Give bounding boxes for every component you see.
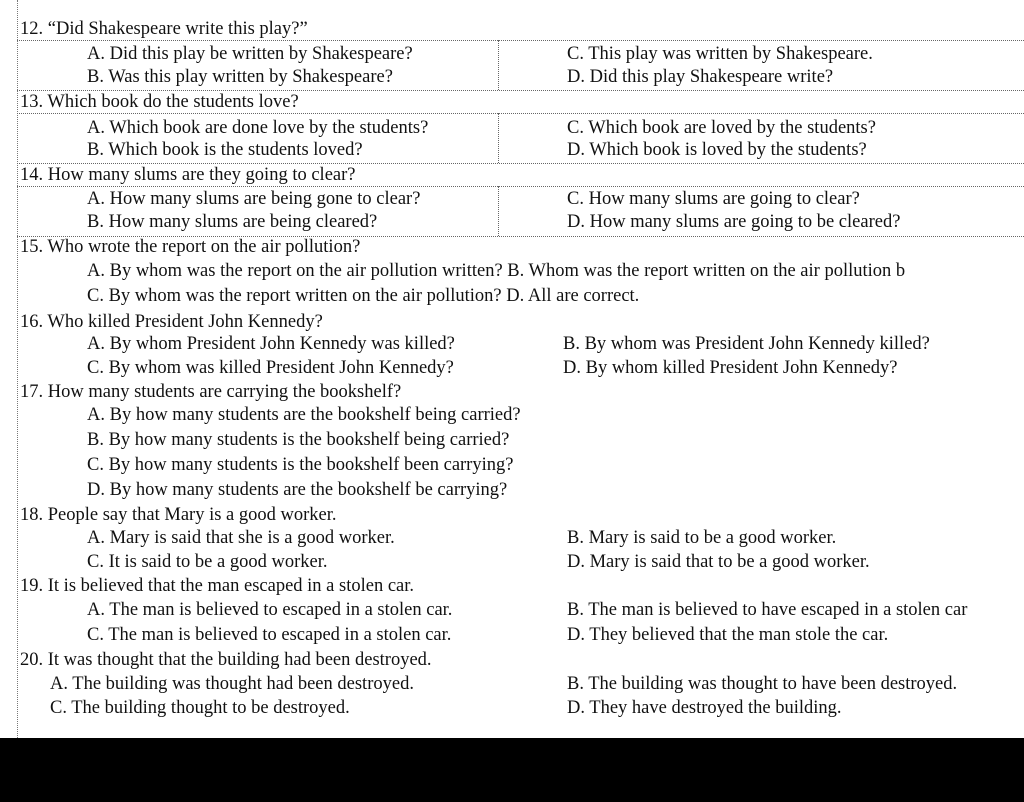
option-13c: C. Which book are loved by the students? xyxy=(567,118,876,138)
left-border xyxy=(17,0,18,738)
option-17c: C. By how many students is the bookshelf been carrying? xyxy=(87,455,514,475)
question-15: 15. Who wrote the report on the air pollution? xyxy=(20,237,361,257)
option-20a: A. The building was thought had been destroyed. xyxy=(50,674,414,694)
option-17b: B. By how many students is the bookshelf being carried? xyxy=(87,430,510,450)
option-18c: C. It is said to be a good worker. xyxy=(87,552,328,572)
question-14: 14. How many slums are they going to clear? xyxy=(20,165,356,185)
question-16: 16. Who killed President John Kennedy? xyxy=(20,312,323,332)
option-16a: A. By whom President John Kennedy was killed? xyxy=(87,334,455,354)
question-12: 12. “Did Shakespeare write this play?” xyxy=(20,19,308,39)
question-13: 13. Which book do the students love? xyxy=(20,92,299,112)
option-12c: C. This play was written by Shakespeare. xyxy=(567,44,873,64)
option-14c: C. How many slums are going to clear? xyxy=(567,189,860,209)
question-17: 17. How many students are carrying the bookshelf? xyxy=(20,382,402,402)
column-divider xyxy=(498,186,499,236)
option-16b: B. By whom was President John Kennedy killed? xyxy=(563,334,930,354)
option-12b: B. Was this play written by Shakespeare? xyxy=(87,67,393,87)
option-14d: D. How many slums are going to be cleared? xyxy=(567,212,901,232)
option-13b: B. Which book is the students loved? xyxy=(87,140,363,160)
options-15cd: C. By whom was the report written on the air pollution? D. All are correct. xyxy=(87,286,640,306)
divider xyxy=(17,40,1024,41)
option-14a: A. How many slums are being gone to clear? xyxy=(87,189,421,209)
option-17a: A. By how many students are the bookshelf being carried? xyxy=(87,405,521,425)
option-19a: A. The man is believed to escaped in a stolen car. xyxy=(87,600,453,620)
question-18: 18. People say that Mary is a good worker. xyxy=(20,505,337,525)
question-19: 19. It is believed that the man escaped in a stolen car. xyxy=(20,576,415,596)
option-12a: A. Did this play be written by Shakespeare? xyxy=(87,44,413,64)
option-18d: D. Mary is said that to be a good worker. xyxy=(567,552,870,572)
option-19b: B. The man is believed to have escaped in a stolen car xyxy=(567,600,968,620)
option-18b: B. Mary is said to be a good worker. xyxy=(567,528,837,548)
option-14b: B. How many slums are being cleared? xyxy=(87,212,378,232)
column-divider xyxy=(498,40,499,90)
divider xyxy=(17,113,1024,114)
option-16c: C. By whom was killed President John Kennedy? xyxy=(87,358,454,378)
option-20d: D. They have destroyed the building. xyxy=(567,698,842,718)
option-12d: D. Did this play Shakespeare write? xyxy=(567,67,834,87)
divider xyxy=(17,186,1024,187)
option-19d: D. They believed that the man stole the car. xyxy=(567,625,889,645)
option-20c: C. The building thought to be destroyed. xyxy=(50,698,350,718)
option-19c: C. The man is believed to escaped in a stolen car. xyxy=(87,625,452,645)
question-20: 20. It was thought that the building had been destroyed. xyxy=(20,650,432,670)
option-13a: A. Which book are done love by the students? xyxy=(87,118,429,138)
option-13d: D. Which book is loved by the students? xyxy=(567,140,867,160)
column-divider xyxy=(498,113,499,163)
option-20b: B. The building was thought to have been destroyed. xyxy=(567,674,958,694)
option-18a: A. Mary is said that she is a good worker. xyxy=(87,528,395,548)
option-16d: D. By whom killed President John Kennedy? xyxy=(563,358,898,378)
options-15ab: A. By whom was the report on the air pollution written? B. Whom was the report written on the air pollution b xyxy=(87,261,906,281)
option-17d: D. By how many students are the bookshelf be carrying? xyxy=(87,480,508,500)
